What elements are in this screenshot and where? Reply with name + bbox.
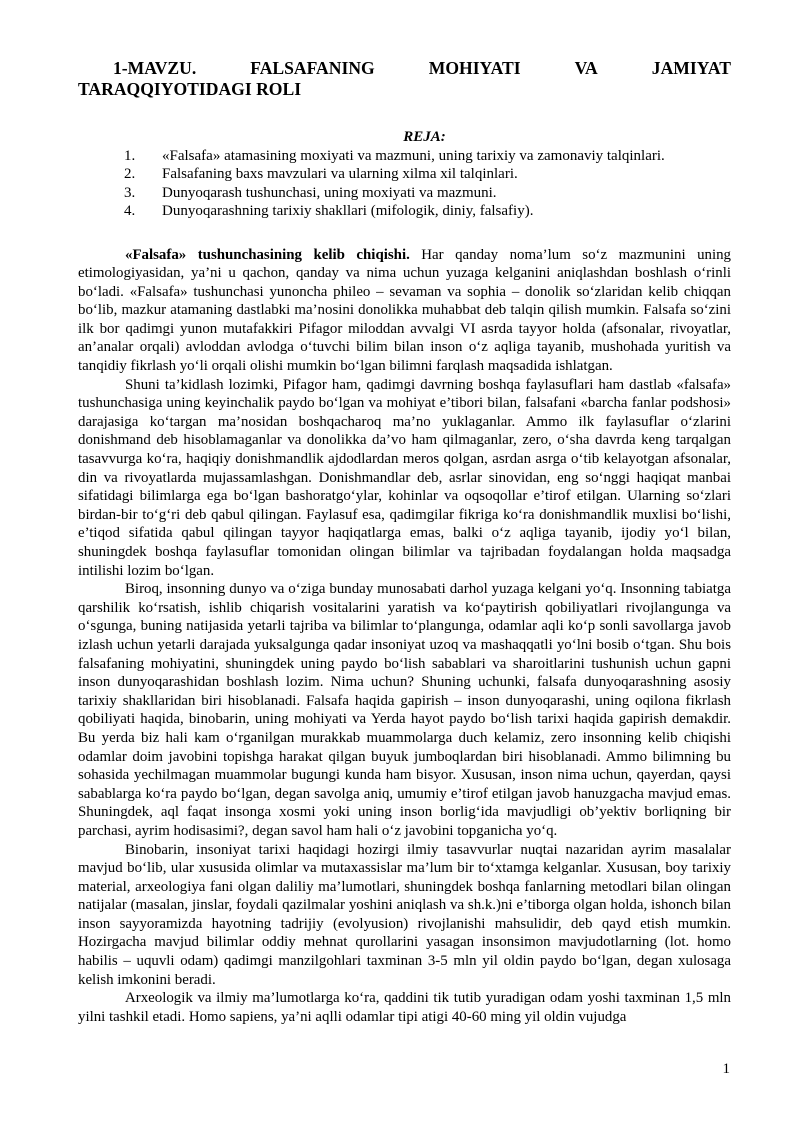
title-word: FALSAFANING: [250, 58, 375, 78]
page-number: 1: [722, 1061, 730, 1077]
plan-item-text: Dunyoqarash tushunchasi, uning moxiyati va mazmuni.: [162, 184, 497, 201]
paragraph-text: Har qanday noma’lum so‘z mazmunini uning etimologiyasidan, ya’ni u qachon, qanday va nima uchun yuzaga kelganini aniqlashdan boshlash o‘rinli bo‘ladi. «Falsafa» tushunchasi yunoncha phileo – sevaman va sophia – donolik so‘zlaridan kelib chiqqan bo‘lib, mazkur atamaning dastlabki ma’nosini donolikka muhabbat deb talqin qilish mumkin. Falsafa so‘zini ilk bor qadimgi yunon mutafakkiri Pifagor miloddan avvalgi VI asrda tayyor holda (afsonalar, rivoyatlar, an’analar orqali) avloddan avlodga o‘tuvchi bilim bilan inson o‘z aqliga tayanib, mushohada yuritish va tanqidiy fikrlash yo‘li orqali olishi mumkin bo‘lgan bilimni farqlash maqsadida ishlatgan.: [78, 246, 731, 375]
plan-list: [78, 147, 731, 221]
plan-item-number: 2.: [124, 166, 136, 182]
plan-item: [78, 165, 731, 184]
plan-item-number: 1.: [124, 147, 136, 164]
title-word: MOHIYATI: [428, 58, 521, 78]
title-line-2: TARAQQIYOTIDAGI ROLI: [78, 79, 302, 99]
title-word: 1-MAVZU.: [113, 58, 197, 78]
plan-item-text: Dunyoqarashning tarixiy shakllari (mifologik, diniy, falsafiy).: [162, 203, 534, 219]
paragraph: Binobarin, insoniyat tarixi haqidagi hozirgi ilmiy tasavvurlar nuqtai nazaridan ayrim masalalar mavjud bo‘lib, ular xususida olimlar va mutaxassislar ma’lum bir to‘xtamga kelganlar. Xususan, boy tarixiy material, arxeologiya fani olgan daliliy ma’lumotlari, shuningdek boshqa fanlarning metodlari bilan olingan natijalar (masalan, jinslar, foydali qazilmalar yoshini aniqlash va sh.k.)ni e’tiborga olgan holda, ishonch bilan inson sayyoramizda hayotning tadrijiy (evolyusion) rivojlanishi mahsulidir, deb qayd etish mumkin. Hozirgacha mavjud bilimlar oddiy mehnat qurollarini yasagan insonsimon mavjudotlarning (lot. homo habilis – uquvli odam) qadimgi manzilgohlari taxminan 3-5 mln yil oldin paydo bo‘lgan, degan xulosaga kelish imkonini beradi.: [78, 841, 731, 988]
paragraph: Arxeologik va ilmiy ma’lumotlarga ko‘ra, qaddini tik tutib yuradigan odam yoshi taxminan 1,5 mln yilni tashkil etadi. Homo sapiens, ya’ni aqlli odamlar tipi atigi 40-60 ming yil oldin vujudga: [78, 990, 731, 1025]
title-line-1: [78, 58, 731, 79]
plan-item: [78, 202, 731, 221]
paragraph: [78, 246, 731, 376]
plan-item: [78, 147, 731, 166]
body-text: [78, 246, 731, 1027]
paragraph: Shuni ta’kidlash lozimki, Pifagor ham, qadimgi davrning boshqa faylasuflari ham dastlab «falsafa» tushunchasiga uning keyinchalik paydo bo‘lgan va mohiyat e’tibori bilan, falsafani «barcha fanlar podshosi» darajasiga ko‘targan ma’nosidan boshqacharoq ma’no yuklaganlar. Ammo ilk faylasuflar o‘zlarini donishmand deb hisoblamaganlar va donolikka da’vo ham qilmaganlar, zero, o‘sha davrda keng tarqalgan tasavvurga ko‘ra, haqiqiy donishmandlik ajdodlardan meros qolgan, asrdan asrga o‘tib kelayotgan afsonalar, din va rivoyatlarda mujassamlashgan. Donishmandlar deb, asrlar sinovidan, eng so‘nggi haqiqat manbai sifatidagi bilimlarga ega bo‘lgan bashoratgo‘ylar, kohinlar va oqsoqollar e’tirof etilgan. Ularning so‘zlari birdan-bir to‘g‘ri deb qabul qilingan. Faylasuf esa, qadimgilar fikriga ko‘ra donishmandlik muxlisi bo‘lishi, e’tiqod sifatida qabul qilingan tayyor haqiqatlarga emas, balki o‘z aqliga tayanib, ijodiy yo‘l bilan, shuningdek boshqa faylasuflar tomonidan olingan bilimlar va tajribadan foydalangan holda maqsadga intilishi lozim bo‘lgan.: [78, 376, 731, 579]
plan-item-number: 3.: [124, 184, 136, 201]
document-page: [78, 58, 731, 1026]
page-title: [78, 58, 731, 100]
plan-item-number: 4.: [124, 203, 136, 219]
paragraph: Biroq, insonning dunyo va o‘ziga bunday munosabati darhol yuzaga kelgani yo‘q. Insonning tabiatga qarshilik ko‘rsatish, ishlib chiqarish vositalarini yaratish va ko‘paytirish qobiliyatlari rivojlangunga va o‘sgunga, buning natijasida yetarli tajriba va bilimlar to‘plangunga, odamlar aqli ko‘p sonli savollarga javob izlash uchun yetarli darajada yuksalgunga qadar insoniyat uzoq va mashaqqatli yo‘lni bosib o‘tgan. Shu bois falsafaning mohiyatini, shuningdek uning paydo bo‘lish sabablari va sharoitlarini tushunish uchun gapni inson dunyoqarashidan boshlash lozim. Nima uchun? Shuning uchunki, falsafa dunyoqarashning asosiy tarixiy shakllaridan biri hisoblanadi. Falsafa haqida gapirish – inson dunyoqarashi, uning oqilona fikrlash qobiliyati haqida, binobarin, uning mohiyati va Yerda hayot paydo bo‘lish tarixi haqida gapirish demakdir. Bu yerda biz hali kam o‘rganilgan murakkab muammolarga duch kelamiz, zero insonning kelib chiqishi odamlar doim javobini topishga harakat qilgan buyuk jumboqlardan biri hisoblanadi. Ammo bilimning bu sohasida yechilmagan muammolar bugungi kunda ham bisyor. Xususan, inson nima uchun, qayerdan, qaysi sabablarga ko‘ra paydo bo‘lgan, degan savolga aniq, umumiy e’tirof etilgan javob hanuzgacha mavjud emas. Shuningdek, aql faqat insonga xosmi yoki uning inson borlig‘ida mavjudligi ob’yektiv borliqning bir parchasi, ayrim hodisasimi?, degan savol ham hali o‘z javobini topganicha yo‘q.: [78, 581, 731, 839]
title-word: JAMIYAT: [651, 58, 731, 78]
plan-item: [78, 184, 731, 203]
paragraph-lead: «Falsafa» tushunchasining kelib chiqishi.: [125, 246, 410, 263]
plan-item-text: Falsafaning baxs mavzulari va ularning xilma xil talqinlari.: [162, 166, 518, 182]
plan-item-text: «Falsafa» atamasining moxiyati va mazmuni, uning tarixiy va zamonaviy talqinlari.: [162, 147, 665, 164]
plan-heading: REJA:: [403, 129, 446, 145]
title-word: VA: [574, 58, 598, 78]
